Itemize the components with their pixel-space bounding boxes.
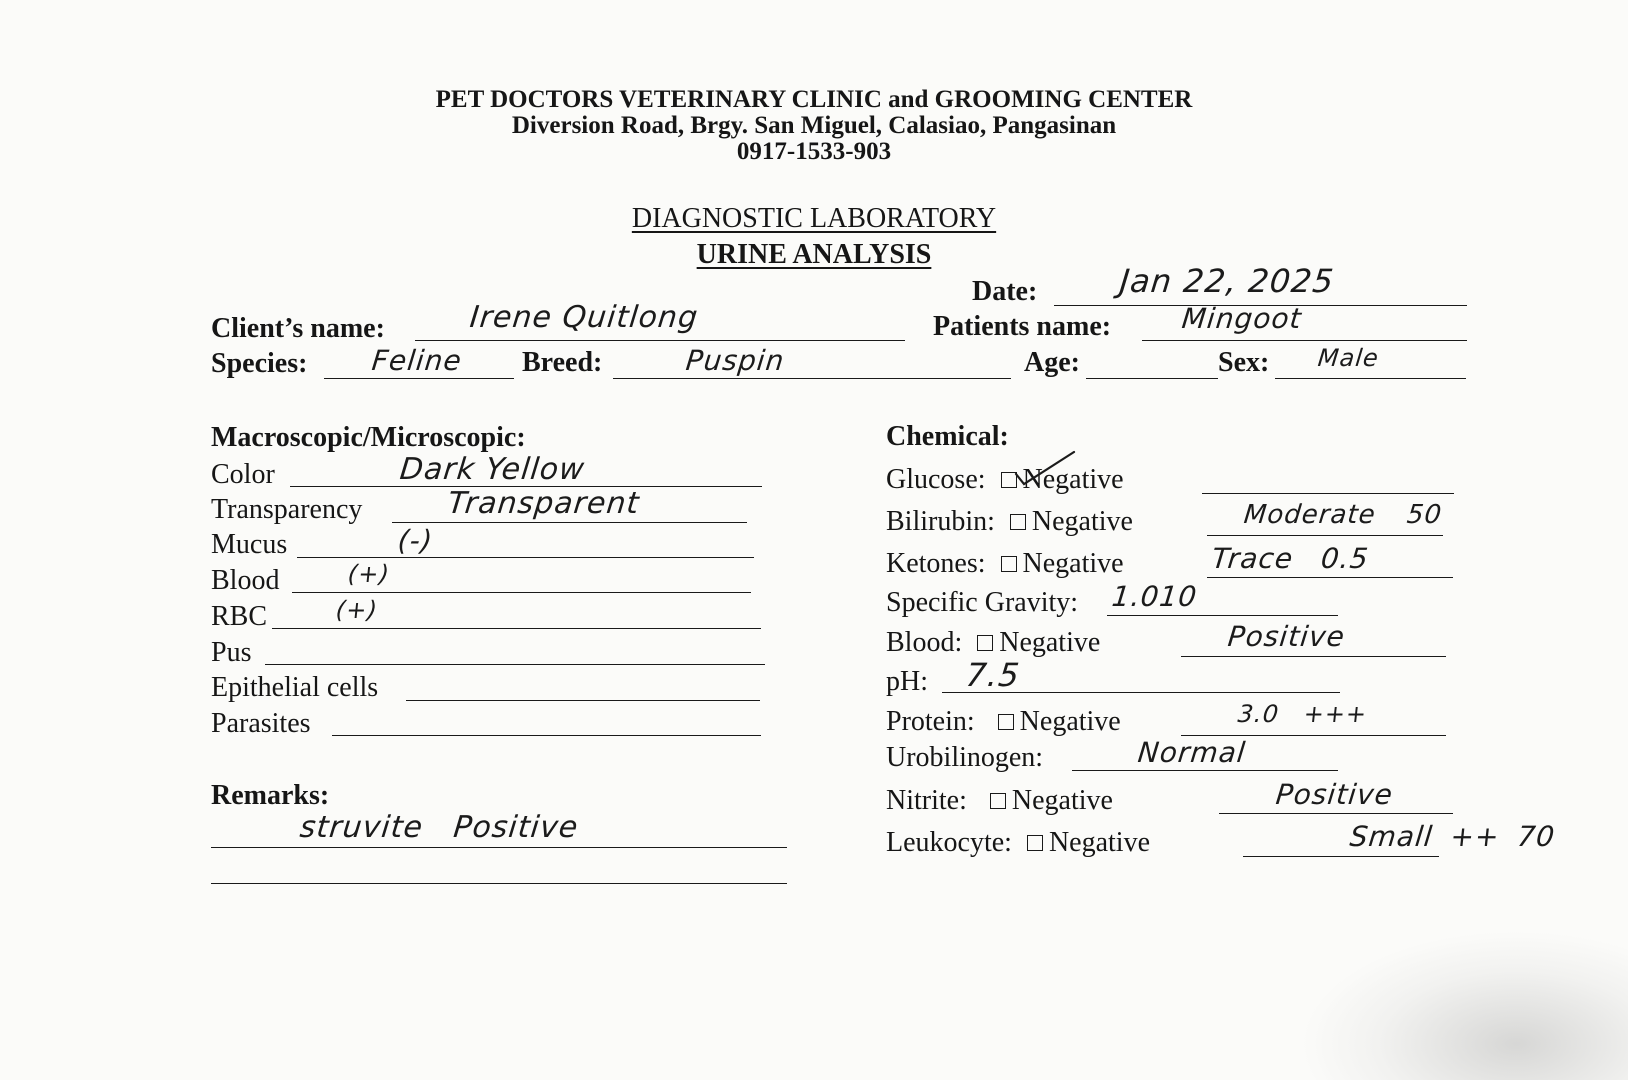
macro-label-pus: Pus: [211, 637, 252, 668]
chem-value-nitrite[interactable]: Positive: [1274, 778, 1395, 811]
chem-value-blood[interactable]: Positive: [1226, 620, 1347, 653]
remarks-value[interactable]: struvite Positive: [298, 810, 581, 845]
chem-row-nitrite: [886, 785, 1113, 817]
macro-line-parasites: [332, 735, 761, 736]
chem-label-leukocyte: Leukocyte:: [886, 827, 1012, 858]
chem-value-leukocyte[interactable]: Small ++ 70: [1348, 820, 1557, 853]
client-name-line: [415, 340, 905, 341]
chem-row-blood: [886, 627, 1100, 659]
macro-label-blood: Blood: [211, 565, 280, 596]
date-value[interactable]: Jan 22, 2025: [1118, 262, 1336, 300]
clinic-address: Diversion Road, Brgy. San Miguel, Calasiao, Pangasinan: [511, 112, 1117, 139]
checkbox-ketones-negative[interactable]: [1001, 556, 1017, 572]
macro-line-blood: [292, 592, 751, 593]
macro-label-color: Color: [211, 459, 275, 490]
chem-label-blood: Blood:: [886, 627, 963, 658]
macro-heading: Macroscopic/Microscopic:: [211, 422, 526, 453]
checkbox-nitrite-negative[interactable]: [990, 793, 1006, 809]
clinic-name: PET DOCTORS VETERINARY CLINIC and GROOMING CENTER: [435, 86, 1193, 113]
chem-line-nitrite: [1219, 813, 1453, 814]
chem-line-specific-gravity: [1107, 615, 1338, 616]
chem-value-bilirubin[interactable]: Moderate 50: [1242, 500, 1444, 530]
chem-row-bilirubin: [886, 506, 1133, 538]
sex-line: [1275, 378, 1466, 379]
macro-label-epithelial: Epithelial cells: [211, 672, 379, 703]
remarks-line-1: [211, 847, 787, 848]
chem-line-glucose: [1202, 493, 1454, 494]
breed-label: Breed:: [522, 347, 603, 378]
negative-label-protein: Negative: [1019, 706, 1121, 737]
chem-line-leukocyte: [1243, 856, 1439, 857]
negative-label-glucose: Negative: [1022, 464, 1124, 495]
chem-line-ketones: [1207, 577, 1453, 578]
remarks-line-2: [211, 883, 787, 884]
chem-row-leukocyte: [886, 827, 1150, 859]
age-label: Age:: [1024, 347, 1080, 378]
species-value[interactable]: Feline: [370, 344, 464, 377]
client-name-value[interactable]: Irene Quitlong: [468, 300, 700, 335]
breed-value[interactable]: Puspin: [684, 344, 787, 377]
macro-label-rbc: RBC: [211, 601, 268, 632]
patient-name-label: Patients name:: [933, 311, 1112, 342]
chem-label-bilirubin: Bilirubin:: [886, 506, 995, 537]
chem-label-urobilinogen: Urobilinogen:: [886, 742, 1044, 773]
scan-smudge: [1300, 930, 1628, 1080]
sex-value[interactable]: Male: [1316, 344, 1381, 372]
negative-label-nitrite: Negative: [1011, 785, 1113, 816]
chem-label-ketones: Ketones:: [886, 548, 986, 579]
chem-line-blood: [1181, 656, 1446, 657]
checkbox-leukocyte-negative[interactable]: [1027, 835, 1043, 851]
breed-line: [613, 378, 1011, 379]
macro-label-parasites: Parasites: [211, 708, 311, 739]
chem-value-protein[interactable]: 3.0 +++: [1236, 700, 1369, 728]
species-label: Species:: [211, 348, 308, 379]
clinic-phone: 0917-1533-903: [736, 138, 892, 165]
macro-line-rbc: [272, 628, 761, 629]
chem-value-urobilinogen[interactable]: Normal: [1136, 736, 1248, 769]
checkbox-blood-negative[interactable]: [977, 635, 993, 651]
macro-value-color[interactable]: Dark Yellow: [398, 452, 587, 487]
negative-label-blood: Negative: [999, 627, 1101, 658]
checkbox-protein-negative[interactable]: [998, 714, 1014, 730]
macro-value-transparency[interactable]: Transparent: [446, 486, 642, 521]
macro-value-rbc[interactable]: (+): [334, 596, 380, 624]
checkbox-bilirubin-negative[interactable]: [1010, 514, 1026, 530]
chem-line-bilirubin: [1207, 535, 1443, 536]
macro-line-mucus: [297, 557, 754, 558]
macro-line-epithelial: [406, 700, 760, 701]
chem-value-specific-gravity[interactable]: 1.010: [1110, 580, 1199, 613]
chem-label-protein: Protein:: [886, 706, 975, 737]
macro-line-pus: [265, 664, 765, 665]
chem-value-ketones[interactable]: Trace 0.5: [1210, 542, 1371, 575]
chem-row-ketones: [886, 548, 1124, 580]
department-text: DIAGNOSTIC LABORATORY: [631, 203, 997, 234]
test-title-text: URINE ANALYSIS: [696, 239, 932, 270]
negative-label-ketones: Negative: [1022, 548, 1124, 579]
macro-label-transparency: Transparency: [211, 494, 363, 525]
date-label: Date:: [972, 276, 1038, 307]
client-name-label: Client’s name:: [211, 313, 385, 344]
patient-name-value[interactable]: Mingoot: [1180, 302, 1304, 335]
macro-value-mucus[interactable]: (-): [396, 524, 435, 557]
chem-label-glucose: Glucose:: [886, 464, 986, 495]
chem-line-urobilinogen: [1072, 770, 1338, 771]
negative-label-leukocyte: Negative: [1048, 827, 1151, 858]
age-line: [1086, 378, 1218, 379]
chemical-heading: Chemical:: [886, 421, 1009, 452]
checkmark-icon: [1012, 448, 1082, 488]
chem-row-glucose: [886, 464, 1124, 496]
species-line: [324, 378, 514, 379]
macro-label-mucus: Mucus: [211, 529, 288, 560]
form-test-title: [0, 239, 1628, 271]
remarks-label: Remarks:: [211, 780, 330, 811]
patient-name-line: [1142, 340, 1467, 341]
sex-label: Sex:: [1218, 347, 1270, 378]
chem-row-protein: [886, 706, 1121, 738]
chem-value-ph[interactable]: 7.5: [964, 656, 1022, 694]
macro-line-transparency: [392, 522, 747, 523]
chem-label-ph: pH:: [886, 666, 928, 697]
chem-label-specific-gravity: Specific Gravity:: [886, 587, 1079, 618]
form-department: [0, 203, 1628, 235]
negative-label-bilirubin: Negative: [1031, 506, 1133, 537]
chem-label-nitrite: Nitrite:: [886, 785, 967, 816]
macro-value-blood[interactable]: (+): [346, 560, 392, 588]
